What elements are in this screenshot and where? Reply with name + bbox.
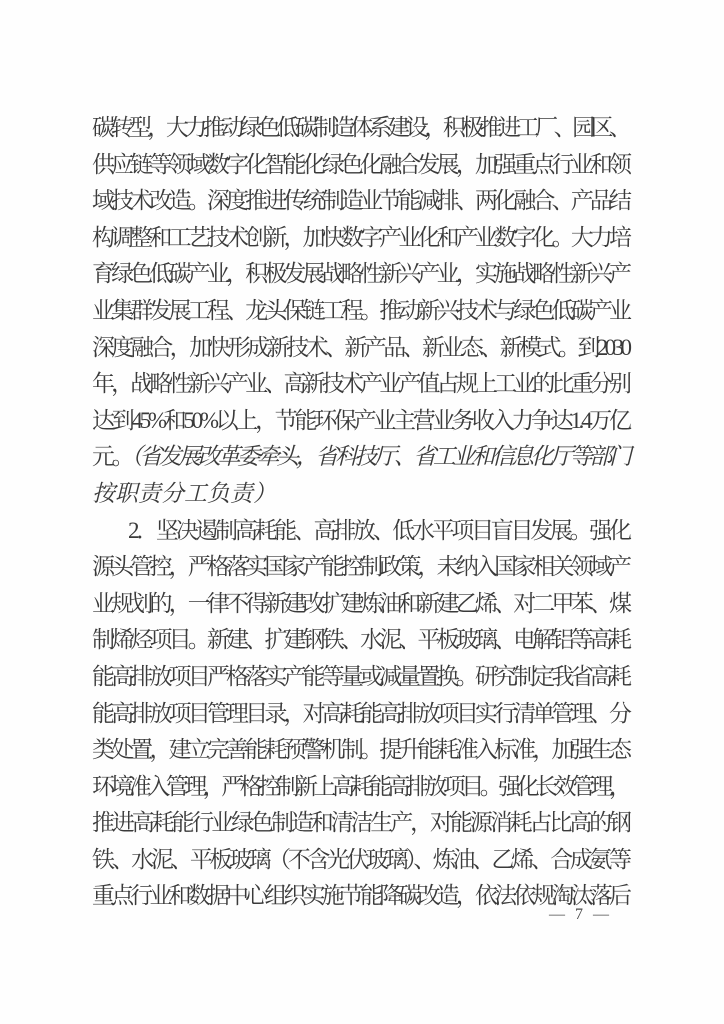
text-line-content: 制烯烃项目。新建、扩建钢铁、水泥、平板玻璃、电解铝等高耗: [92, 627, 629, 653]
text-line: [92, 220, 632, 257]
annotation-text-segment: （省发展改革委牵头，省科技厅、省工业和信息化厅等部门: [131, 444, 629, 470]
text-line: [92, 549, 632, 586]
body-text-segment: 元。: [92, 444, 132, 470]
text-line: [92, 256, 632, 293]
text-line-content: 业规划的，一律不得新建改扩建炼油和新建乙烯、对二甲苯、煤: [92, 590, 629, 616]
text-line: [92, 403, 632, 440]
text-line-content: 深度融合，加快形成新技术、新产品、新业态、新模式。到2030: [92, 334, 629, 360]
text-line-content: 按职责分工负责）: [92, 480, 276, 506]
text-line: [92, 366, 632, 403]
text-line-content: 能高排放项目严格落实产能等量或减量置换。研究制定我省高耗: [92, 663, 629, 689]
text-line-content: 碳转型，大力推动绿色低碳制造体系建设，积极推进工厂、园区、: [92, 115, 628, 140]
text-line: [92, 732, 632, 769]
text-line-content: 域技术改造。深度推进传统制造业节能减排、两化融合、产品结: [92, 188, 629, 214]
text-line-content: 构调整和工艺技术创新，加快数字产业化和产业数字化。大力培: [92, 224, 629, 250]
text-line-content: 类处置，建立完善能耗预警机制。提升能耗准入标准，加强生态: [92, 737, 629, 763]
text-line: [92, 696, 632, 733]
text-line-content: 育绿色低碳产业，积极发展战略性新兴产业，实施战略性新兴产: [92, 261, 629, 287]
text-line-content: 2．坚决遏制高耗能、高排放、低水平项目盲目发展。强化: [128, 517, 629, 543]
text-line-content: [92, 439, 629, 476]
text-line-content: 年，战略性新兴产业、高新技术产业产值占规上工业的比重分别: [92, 371, 629, 397]
text-line: [92, 330, 632, 367]
text-line: [92, 293, 632, 330]
text-line: [92, 513, 632, 550]
text-line: [92, 842, 632, 879]
text-line-content: 重点行业和数据中心组织实施节能降碳改造，依法依规淘汰落后: [92, 883, 629, 909]
document-body: [92, 110, 632, 915]
text-line-content: 铁、水泥、平板玻璃（不含光伏玻璃）、炼油、乙烯、合成氨等: [92, 846, 629, 872]
text-line: [92, 586, 632, 623]
text-line: [92, 476, 632, 513]
text-line: [92, 769, 632, 806]
text-line-content: 业集群发展工程、龙头保链工程。推动新兴技术与绿色低碳产业: [92, 297, 629, 323]
text-line: [92, 805, 632, 842]
text-line-content: 达到45%和50%以上，节能环保产业主营业务收入力争达1.4万亿: [92, 407, 629, 433]
text-line: [92, 183, 632, 220]
text-line-content: 推进高耗能行业绿色制造和清洁生产，对能源消耗占比高的钢: [92, 810, 629, 836]
text-line-content: 环境准入管理，严格控制新上高耗能高排放项目。强化长效管理，: [92, 773, 628, 799]
text-line: [92, 659, 632, 696]
text-line: [92, 147, 632, 184]
text-line: [92, 110, 632, 147]
text-line-content: 供应链等领域数字化智能化绿色化融合发展，加强重点行业和领: [92, 151, 629, 177]
text-line-content: 能高排放项目管理目录，对高耗能高排放项目实行清单管理、分: [92, 700, 629, 726]
text-line-content: 源头管控，严格落实国家产能控制政策，未纳入国家相关领域产: [92, 554, 629, 580]
text-line: [92, 439, 632, 476]
page-number: — 7 —: [549, 906, 612, 923]
text-line: [92, 622, 632, 659]
